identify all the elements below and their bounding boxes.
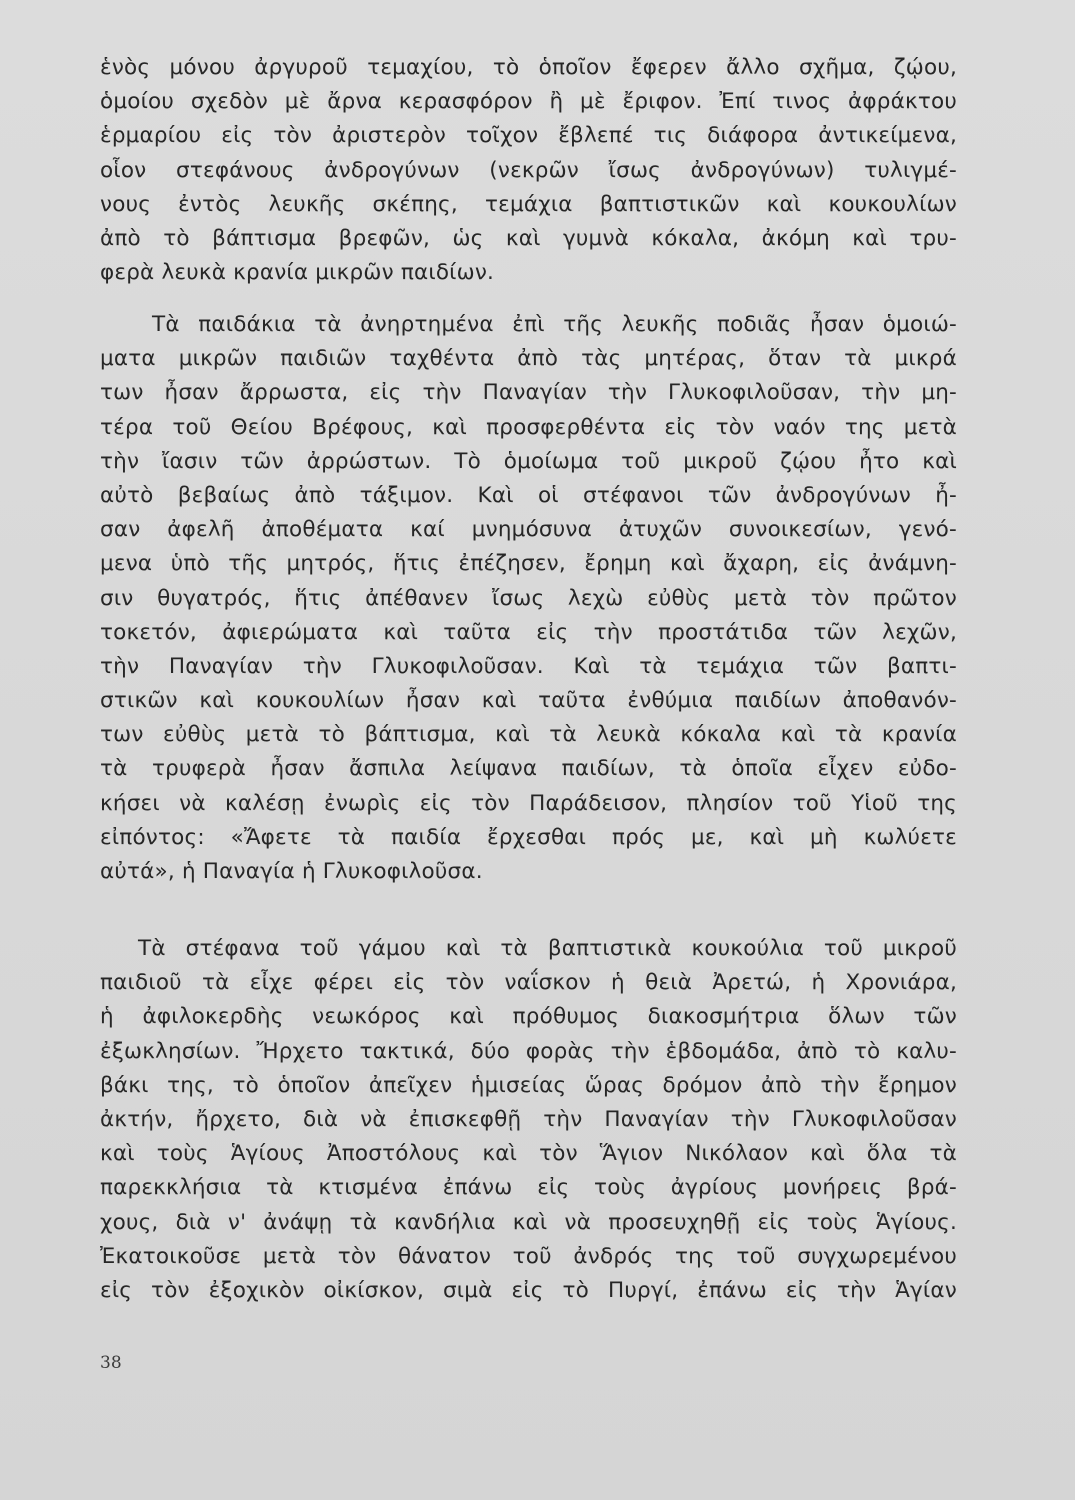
text-line: σαν ἀφελῆ ἀποθέματα καί μνημόσυνα ἀτυχῶν συνοικεσίων, γενό- bbox=[100, 517, 957, 543]
text-line: τοκετόν, ἀφιερώματα καὶ ταῦτα εἰς τὴν προστάτιδα τῶν λεχῶν, bbox=[100, 619, 957, 645]
text-line: ἡ ἀφιλοκερδὴς νεωκόρος καὶ πρόθυμος διακοσμήτρια ὅλων τῶν bbox=[100, 1004, 957, 1030]
text-line: εἰπόντος: «Ἄφετε τὰ παιδία ἔρχεσθαι πρός με, καὶ μὴ κωλύετε bbox=[100, 824, 957, 850]
text-line: κήσει νὰ καλέσῃ ἐνωρὶς εἰς τὸν Παράδεισον, πλησίον τοῦ Υἱοῦ της bbox=[100, 790, 957, 816]
text-line: βάκι της, τὸ ὁποῖον ἀπεῖχεν ἡμισείας ὥρας δρόμον ἀπὸ τὴν ἔρημον bbox=[100, 1072, 957, 1098]
text-line: αὐτά», ἡ Παναγία ἡ Γλυκοφιλοῦσα. bbox=[100, 859, 483, 884]
text-line: χους, διὰ ν' ἀνάψῃ τὰ κανδήλια καὶ νὰ προσευχηθῇ εἰς τοὺς Ἁγίους. bbox=[100, 1209, 957, 1235]
text-line: τὰ τρυφερὰ ἦσαν ἄσπιλα λείψανα παιδίων, τὰ ὁποῖα εἶχεν εὐδο- bbox=[100, 756, 957, 782]
text-line: ἀπὸ τὸ βάπτισμα βρεφῶν, ὡς καὶ γυμνὰ κόκαλα, ἀκόμη καὶ τρυ- bbox=[100, 225, 957, 251]
text-line: τέρα τοῦ Θείου Βρέφους, καὶ προσφερθέντα εἰς τὸν ναόν της μετὰ bbox=[100, 414, 957, 440]
text-line: παρεκκλήσια τὰ κτισμένα ἐπάνω εἰς τοὺς ἀγρίους μονήρεις βρά- bbox=[100, 1175, 957, 1201]
paragraph-1 bbox=[100, 51, 957, 290]
paragraph-3 bbox=[100, 932, 957, 1308]
text-line: των εὐθὺς μετὰ τὸ βάπτισμα, καὶ τὰ λευκὰ κόκαλα καὶ τὰ κρανία bbox=[100, 722, 957, 748]
text-line: εἰς τὸν ἐξοχικὸν οἰκίσκον, σιμὰ εἰς τὸ Πυργί, ἐπάνω εἰς τὴν Ἁγίαν bbox=[100, 1277, 957, 1303]
text-line: ἑρμαρίου εἰς τὸν ἀριστερὸν τοῖχον ἔβλεπέ τις διάφορα ἀντικείμενα, bbox=[100, 123, 957, 149]
text-line: καὶ τοὺς Ἁγίους Ἀποστόλους καὶ τὸν Ἅγιον Νικόλαον καὶ ὅλα τὰ bbox=[100, 1141, 957, 1167]
text-line: ματα μικρῶν παιδιῶν ταχθέντα ἀπὸ τὰς μητέρας, ὅταν τὰ μικρά bbox=[100, 346, 957, 372]
text-line: φερὰ λευκὰ κρανία μικρῶν παιδίων. bbox=[100, 260, 495, 286]
text-line: αὐτὸ βεβαίως ἀπὸ τάξιμον. Καὶ οἱ στέφανοι τῶν ἀνδρογύνων ἦ- bbox=[100, 482, 957, 508]
text-line: τὴν Παναγίαν τὴν Γλυκοφιλοῦσαν. Καὶ τὰ τεμάχια τῶν βαπτι- bbox=[100, 653, 957, 679]
text-line: ἑνὸς μόνου ἀργυροῦ τεμαχίου, τὸ ὁποῖον ἔφερεν ἄλλο σχῆμα, ζῴου, bbox=[100, 55, 957, 80]
text-line: τὴν ἴασιν τῶν ἀρρώστων. Τὸ ὁμοίωμα τοῦ μικροῦ ζῴου ἦτο καὶ bbox=[100, 448, 957, 474]
text-line: σιν θυγατρός, ἥτις ἀπέθανεν ἴσως λεχὼ εὐθὺς μετὰ τὸν πρῶτον bbox=[100, 585, 957, 611]
text-line: στικῶν καὶ κουκουλίων ἦσαν καὶ ταῦτα ἐνθύμια παιδίων ἀποθανόν- bbox=[100, 688, 957, 714]
page-number: 38 bbox=[100, 1353, 122, 1373]
text-line: Τὰ παιδάκια τὰ ἀνηρτημένα ἐπὶ τῆς λευκῆς ποδιᾶς ἦσαν ὁμοιώ- bbox=[152, 312, 957, 337]
paragraph-2 bbox=[100, 308, 957, 889]
text-line: ὁμοίου σχεδὸν μὲ ἄρνα κερασφόρον ἢ μὲ ἔριφον. Ἐπί τινος ἀφράκτου bbox=[100, 89, 957, 115]
text-line: παιδιοῦ τὰ εἶχε φέρει εἰς τὸν ναΐσκον ἡ θειὰ Ἀρετώ, ἡ Χρονιάρα, bbox=[100, 970, 957, 996]
text-line: νους ἐντὸς λευκῆς σκέπης, τεμάχια βαπτιστικῶν καὶ κουκουλίων bbox=[100, 191, 957, 217]
text-line: των ἦσαν ἄρρωστα, εἰς τὴν Παναγίαν τὴν Γλυκοφιλοῦσαν, τὴν μη- bbox=[100, 380, 957, 406]
text-line: ἐξωκλησίων. Ἤρχετο τακτικά, δύο φορὰς τὴν ἑβδομάδα, ἀπὸ τὸ καλυ- bbox=[100, 1038, 957, 1064]
text-line: Ἐκατοικοῦσε μετὰ τὸν θάνατον τοῦ ἀνδρός της τοῦ συγχωρεμένου bbox=[100, 1243, 957, 1269]
text-line: Τὰ στέφανα τοῦ γάμου καὶ τὰ βαπτιστικὰ κουκούλια τοῦ μικροῦ bbox=[138, 936, 957, 961]
text-line: ἀκτήν, ἤρχετο, διὰ νὰ ἐπισκεφθῇ τὴν Παναγίαν τὴν Γλυκοφιλοῦσαν bbox=[100, 1106, 957, 1132]
text-line: μενα ὑπὸ τῆς μητρός, ἥτις ἐπέζησεν, ἔρημη καὶ ἄχαρη, εἰς ἀνάμνη- bbox=[100, 551, 957, 577]
text-line: οἷον στεφάνους ἀνδρογύνων (νεκρῶν ἴσως ἀνδρογύνων) τυλιγμέ- bbox=[100, 157, 957, 183]
